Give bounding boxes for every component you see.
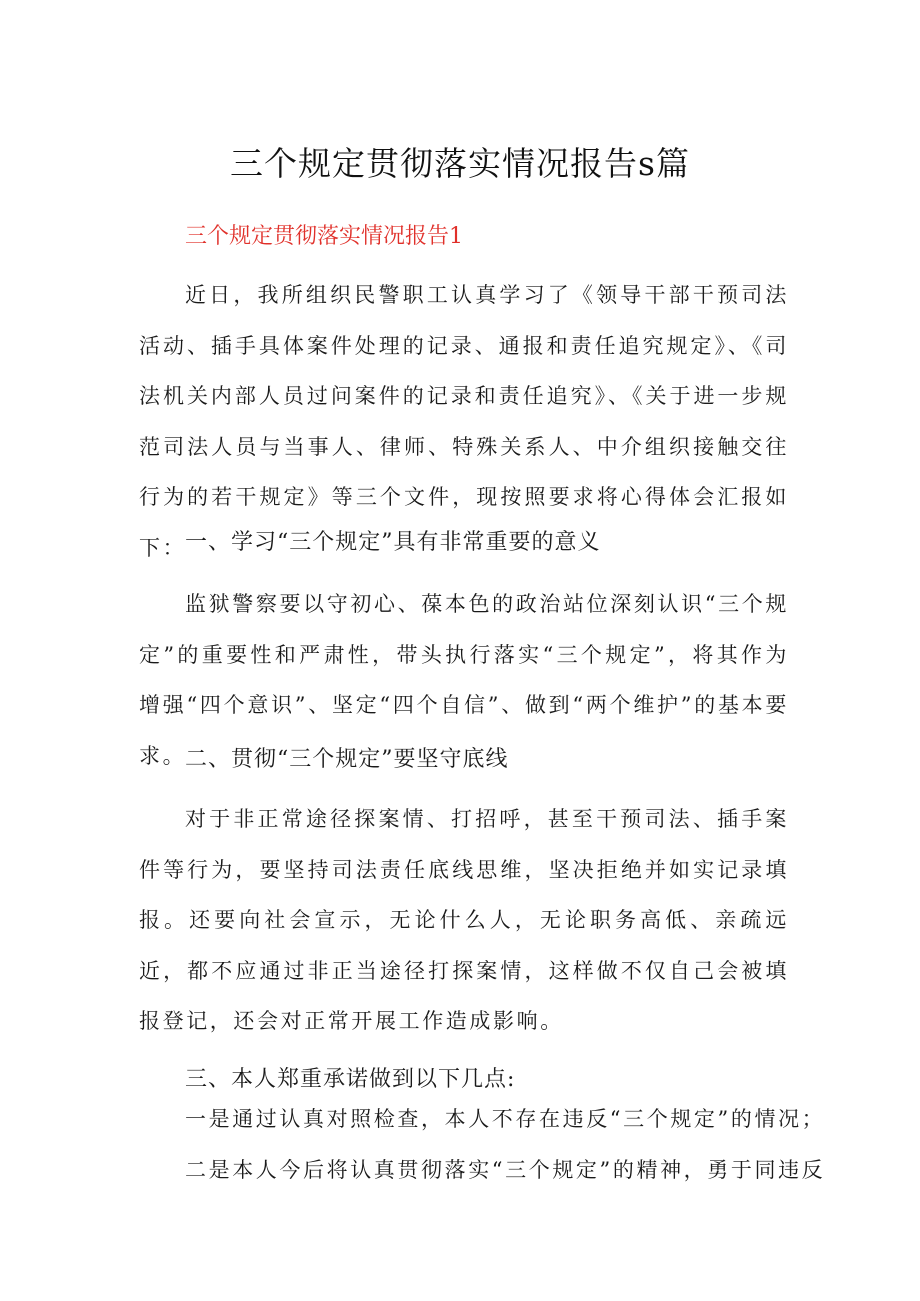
commitment-point-1: 一是通过认真对照检查，本人不存在违反“三个规定”的情况； bbox=[185, 1107, 826, 1131]
section-1-paragraph: 监狱警察要以守初心、葆本色的政治站位深刻认识“三个规定”的重要性和严肃性，带头执行落实“三个规定”，将其作为增强“四个意识”、坚定“四个自信”、做到“两个维护”的基本要求。 bbox=[139, 592, 789, 768]
document-title: 三个规定贯彻落实情况报告s篇 bbox=[230, 144, 690, 183]
section-2-paragraph: 对于非正常途径探案情、打招呼，甚至干预司法、插手案件等行为，要坚持司法责任底线思维，坚决拒绝并如实记录填报。还要向社会宣示，无论什么人，无论职务高低、亲疏远近，都不应通过非正当途径打探案情，这样做不仅自己会被填报登记，还会对正常开展工作造成影响。 bbox=[139, 807, 789, 1033]
report-subtitle: 三个规定贯彻落实情况报告1 bbox=[185, 224, 463, 249]
section-1-heading: 一、学习“三个规定”具有非常重要的意义 bbox=[185, 530, 601, 555]
intro-paragraph: 近日，我所组织民警职工认真学习了《领导干部干预司法活动、插手具体案件处理的记录、通报和责任追究规定》、《司法机关内部人员过问案件的记录和责任追究》、《关于进一步规范司法人员与当事人、律师、特殊关系人、中介组织接触交往行为的若干规定》等三个文件，现按照要求将心得体会汇报如下： bbox=[139, 283, 789, 560]
section-2-heading: 二、贯彻“三个规定”要坚守底线 bbox=[185, 747, 509, 772]
commitment-point-2: 二是本人今后将认真贯彻落实“三个规定”的精神，勇于同违反 bbox=[185, 1158, 826, 1182]
section-3-heading: 三、本人郑重承诺做到以下几点: bbox=[185, 1067, 516, 1092]
